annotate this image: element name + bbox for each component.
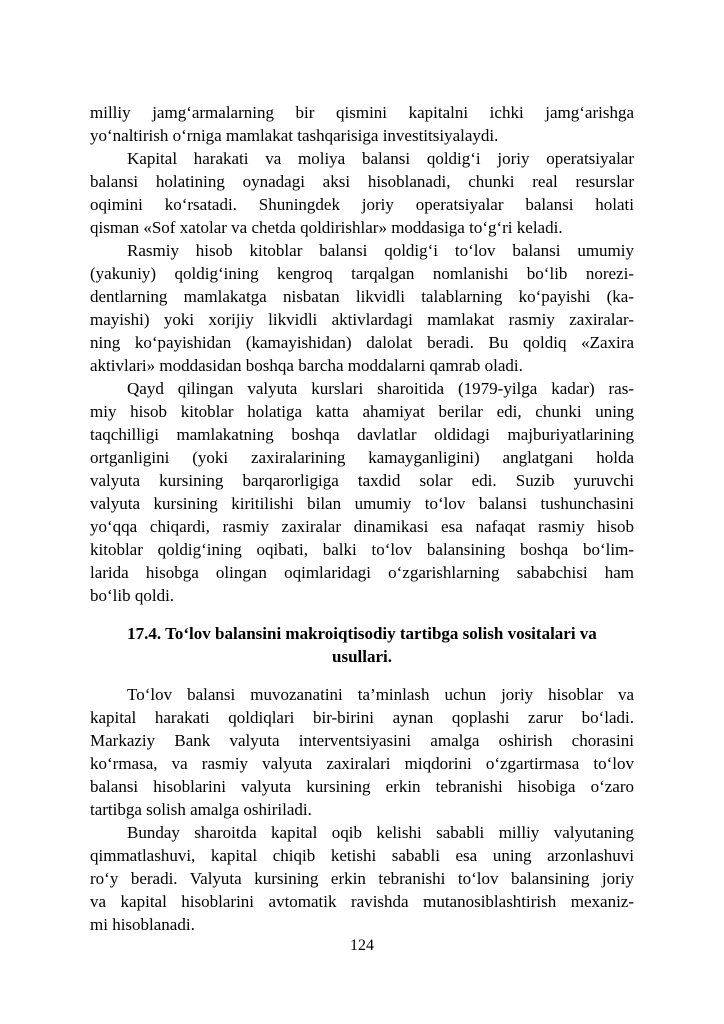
text-line: taqchilligi mamlakatning boshqa davlatlar oldidagi majburiyatlarining xyxy=(90,425,634,444)
paragraph xyxy=(90,101,634,147)
body-text-bottom xyxy=(90,683,634,936)
text-line: yo‘qqa chiqardi, rasmiy zaxiralar dinamikasi esa nafaqat rasmiy hisob xyxy=(90,517,634,536)
paragraph xyxy=(90,683,634,821)
page-number: 124 xyxy=(350,937,374,954)
text-line: qimmatlashuvi, kapital chiqib ketishi sababli esa uning arzonlashuvi xyxy=(90,846,634,865)
text-line: tartibga solish amalga oshiriladi. xyxy=(90,800,312,819)
text-line: To‘lov balansi muvozanatini ta’minlash uchun joriy hisoblar va xyxy=(127,685,634,704)
text-line: mi hisoblanadi. xyxy=(90,915,195,934)
text-line: ortganligini (yoki zaxiralarining kamayganligini) anglatgani holda xyxy=(90,448,634,467)
text-line: miy hisob kitoblar holatiga katta ahamiyat berilar edi, chunki uning xyxy=(90,402,634,421)
section-heading xyxy=(90,622,634,668)
text-line: bo‘lib qoldi. xyxy=(90,586,175,605)
text-line: balansi holatining oynadagi aksi hisoblanadi, chunki real resurslar xyxy=(90,172,634,191)
text-line: qisman «Sof xatolar va chetda qoldirishlar» moddasiga to‘g‘ri keladi. xyxy=(90,218,563,237)
paragraph xyxy=(90,239,634,377)
text-line: dentlarning mamlakatga nisbatan likvidli talablarning ko‘payishi (ka- xyxy=(90,287,634,306)
text-line: Qayd qilingan valyuta kurslari sharoitida (1979-yilga kadar) ras- xyxy=(127,379,634,398)
text-line: Bunday sharoitda kapital oqib kelishi sababli milliy valyutaning xyxy=(127,823,634,842)
text-line: kitoblar qoldig‘ining oqibati, balki to‘lov balansining boshqa bo‘lim- xyxy=(90,540,634,559)
heading-line: 17.4. To‘lov balansini makroiqtisodiy tartibga solish vositalari va xyxy=(127,624,597,643)
text-line: ning ko‘payishidan (kamayishidan) dalolat beradi. Bu qoldiq «Zaxira xyxy=(90,333,634,352)
text-line: milliy jamg‘armalarning bir qismini kapitalni ichki jamg‘arishga xyxy=(90,103,634,122)
paragraph xyxy=(90,377,634,607)
heading-line: usullari. xyxy=(332,647,392,666)
text-line: valyuta kursining barqarorligiga taxdid solar edi. Suzib yuruvchi xyxy=(90,471,634,490)
text-line: larida hisobga olingan oqimlaridagi o‘zgarishlarning sababchisi ham xyxy=(90,563,634,582)
text-line: yo‘naltirish o‘rniga mamlakat tashqarisiga investitsiyalaydi. xyxy=(90,126,499,145)
body-text-top xyxy=(90,101,634,607)
text-line: Kapital harakati va moliya balansi qoldig‘i joriy operatsiyalar xyxy=(127,149,634,168)
text-line: aktivlari» moddasidan boshqa barcha moddalarni qamrab oladi. xyxy=(90,356,523,375)
paragraph xyxy=(90,821,634,936)
text-line: ro‘y beradi. Valyuta kursining erkin tebranishi to‘lov balansining joriy xyxy=(90,869,634,888)
paragraph xyxy=(90,147,634,239)
text-line: Markaziy Bank valyuta interventsiyasini amalga oshirish chorasini xyxy=(90,731,634,750)
text-line: balansi hisoblarini valyuta kursining erkin tebranishi hisobiga o‘zaro xyxy=(90,777,634,796)
text-line: valyuta kursining kiritilishi bilan umumiy to‘lov balansi tushunchasini xyxy=(90,494,634,513)
text-line: oqimini ko‘rsatadi. Shuningdek joriy operatsiyalar balansi holati xyxy=(90,195,634,214)
text-line: mayishi) yoki xorijiy likvidli aktivlardagi mamlakat rasmiy zaxiralar- xyxy=(90,310,634,329)
text-line: kapital harakati qoldiqlari bir-birini aynan qoplashi zarur bo‘ladi. xyxy=(90,708,634,727)
text-line: (yakuniy) qoldig‘ining kengroq tarqalgan nomlanishi bo‘lib norezi- xyxy=(90,264,634,283)
text-line: Rasmiy hisob kitoblar balansi qoldig‘i to‘lov balansi umumiy xyxy=(127,241,634,260)
text-line: va kapital hisoblarini avtomatik ravishda mutanosiblashtirish mexaniz- xyxy=(90,892,634,911)
text-line: ko‘rmasa, va rasmiy valyuta zaxiralari miqdorini o‘zgartirmasa to‘lov xyxy=(90,754,634,773)
